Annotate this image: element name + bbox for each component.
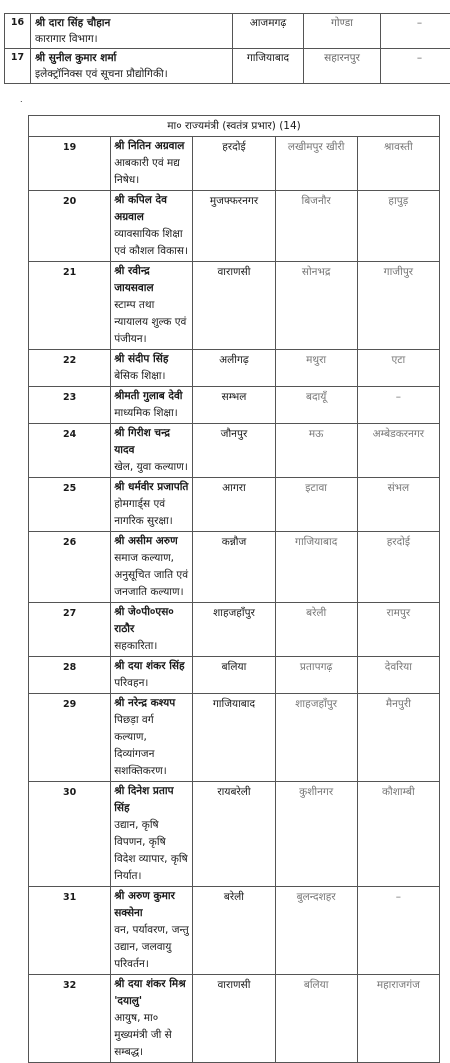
minister-name: श्री कपिल देव अग्रवाल	[114, 192, 189, 226]
assigned-district-2: देवरिया	[357, 657, 439, 694]
assigned-district-1: गाजियाबाद	[275, 532, 357, 603]
table-row	[5, 14, 450, 49]
assigned-district-1: सहारनपुर	[304, 49, 381, 84]
minister-cell	[111, 137, 193, 191]
assigned-district-2: कौशाम्बी	[357, 782, 439, 887]
assigned-district-1: बदायूँ	[275, 387, 357, 424]
minister-name: श्री नितिन अग्रवाल	[114, 138, 189, 155]
row-number: 29	[29, 694, 111, 782]
assigned-district-1: मऊ	[275, 424, 357, 478]
minister-cell	[111, 262, 193, 350]
minister-name: श्री असीम अरुण	[114, 533, 189, 550]
home-district: वाराणसी	[193, 262, 275, 350]
minister-name: श्री दारा सिंह चौहान	[35, 15, 228, 31]
row-number: 30	[29, 782, 111, 887]
assigned-district-1: गोण्डा	[304, 14, 381, 49]
state-ministers-table	[28, 115, 440, 1063]
row-number: 22	[29, 350, 111, 387]
minister-name: श्री जे०पी०एस० राठौर	[114, 604, 189, 638]
minister-department: होमगार्ड्स एवं नागरिक सुरक्षा।	[114, 496, 189, 530]
row-number: 32	[29, 975, 111, 1063]
main-table-body	[29, 116, 440, 1063]
minister-name: श्री नरेन्द्र कश्यप	[114, 695, 189, 712]
table-row	[29, 782, 440, 887]
assigned-district-2: अम्बेडकरनगर	[357, 424, 439, 478]
minister-name: श्री दिनेश प्रताप सिंह	[114, 783, 189, 817]
row-number: 16	[5, 14, 31, 49]
assigned-district-1: बिजनौर	[275, 191, 357, 262]
table-row	[29, 424, 440, 478]
minister-cell	[111, 975, 193, 1063]
minister-department: आयुष, मा० मुख्यमंत्री जी से सम्बद्ध।	[114, 1010, 189, 1061]
home-district: हरदोई	[193, 137, 275, 191]
assigned-district-2: –	[357, 387, 439, 424]
minister-cell	[111, 191, 193, 262]
row-number: 25	[29, 478, 111, 532]
assigned-district-1: प्रतापगढ़	[275, 657, 357, 694]
minister-name: श्री रवीन्द्र जायसवाल	[114, 263, 189, 297]
row-number: 20	[29, 191, 111, 262]
minister-department: पिछड़ा वर्ग कल्याण, दिव्यांगजन सशक्तिकरण।	[114, 712, 189, 780]
table-row	[29, 137, 440, 191]
assigned-district-2: महाराजगंज	[357, 975, 439, 1063]
row-number: 19	[29, 137, 111, 191]
assigned-district-1: शाहजहाँपुर	[275, 694, 357, 782]
minister-cell	[31, 14, 233, 49]
row-number: 21	[29, 262, 111, 350]
home-district: गाजियाबाद	[193, 694, 275, 782]
home-district: गाजियाबाद	[233, 49, 304, 84]
minister-name: श्री संदीप सिंह	[114, 351, 189, 368]
row-number: 23	[29, 387, 111, 424]
assigned-district-2: रामपुर	[357, 603, 439, 657]
minister-cell	[111, 387, 193, 424]
assigned-district-1: लखीमपुर खीरी	[275, 137, 357, 191]
assigned-district-2: हापुड़	[357, 191, 439, 262]
minister-department: इलेक्ट्रॉनिक्स एवं सूचना प्रौद्योगिकी।	[35, 66, 228, 82]
minister-cell	[111, 657, 193, 694]
assigned-district-2: –	[381, 14, 450, 49]
row-number: 17	[5, 49, 31, 84]
minister-name: श्री दया शंकर मिश्र 'दयालु'	[114, 976, 189, 1010]
home-district: मुजफ्फरनगर	[193, 191, 275, 262]
row-number: 27	[29, 603, 111, 657]
table-row	[29, 191, 440, 262]
table-row	[29, 694, 440, 782]
row-number: 24	[29, 424, 111, 478]
minister-department: माध्यमिक शिक्षा।	[114, 405, 189, 422]
minister-cell	[111, 603, 193, 657]
row-number: 28	[29, 657, 111, 694]
home-district: बलिया	[193, 657, 275, 694]
minister-name: श्री सुनील कुमार शर्मा	[35, 50, 228, 66]
table-row	[29, 887, 440, 975]
top-table-body	[5, 14, 450, 84]
row-number: 26	[29, 532, 111, 603]
table-row	[29, 532, 440, 603]
assigned-district-2: संभल	[357, 478, 439, 532]
home-district: आजमगढ़	[233, 14, 304, 49]
assigned-district-2: –	[357, 887, 439, 975]
table-row	[29, 262, 440, 350]
assigned-district-1: सोनभद्र	[275, 262, 357, 350]
minister-department: आबकारी एवं मद्य निषेध।	[114, 155, 189, 189]
assigned-district-1: बुलन्दशहर	[275, 887, 357, 975]
minister-name: श्रीमती गुलाब देवी	[114, 388, 189, 405]
row-number: 31	[29, 887, 111, 975]
minister-department: वन, पर्यावरण, जन्तु उद्यान, जलवायु परिवर्तन।	[114, 922, 189, 973]
assigned-district-2: गाजीपुर	[357, 262, 439, 350]
section-header: मा० राज्यमंत्री (स्वतंत्र प्रभार) (14)	[29, 116, 440, 137]
home-district: कन्नौज	[193, 532, 275, 603]
table-row	[29, 387, 440, 424]
home-district: रायबरेली	[193, 782, 275, 887]
home-district: जौनपुर	[193, 424, 275, 478]
home-district: शाहजहाँपुर	[193, 603, 275, 657]
top-minister-table	[4, 13, 450, 84]
minister-department: स्टाम्प तथा न्यायालय शुल्क एवं पंजीयन।	[114, 297, 189, 348]
assigned-district-2: हरदोई	[357, 532, 439, 603]
minister-cell	[111, 424, 193, 478]
assigned-district-1: कुशीनगर	[275, 782, 357, 887]
minister-cell	[31, 49, 233, 84]
minister-department: खेल, युवा कल्याण।	[114, 459, 189, 476]
home-district: वाराणसी	[193, 975, 275, 1063]
minister-cell	[111, 478, 193, 532]
minister-cell	[111, 887, 193, 975]
minister-department: सहकारिता।	[114, 638, 189, 655]
minister-name: श्री अरुण कुमार सक्सेना	[114, 888, 189, 922]
table-row	[29, 603, 440, 657]
section-header-row	[29, 116, 440, 137]
minister-department: परिवहन।	[114, 675, 189, 692]
assigned-district-1: इटावा	[275, 478, 357, 532]
minister-department: उद्यान, कृषि विपणन, कृषि विदेश व्यापार, कृषि निर्यात।	[114, 817, 189, 885]
assigned-district-1: बलिया	[275, 975, 357, 1063]
assigned-district-1: मथुरा	[275, 350, 357, 387]
minister-cell	[111, 782, 193, 887]
table-row	[29, 350, 440, 387]
separator-dot: .	[20, 96, 23, 104]
home-district: आगरा	[193, 478, 275, 532]
minister-name: श्री गिरीश चन्द्र यादव	[114, 425, 189, 459]
minister-department: व्यावसायिक शिक्षा एवं कौशल विकास।	[114, 226, 189, 260]
assigned-district-2: –	[381, 49, 450, 84]
home-district: बरेली	[193, 887, 275, 975]
minister-name: श्री धर्मवीर प्रजापति	[114, 479, 189, 496]
table-row	[29, 478, 440, 532]
home-district: अलीगढ़	[193, 350, 275, 387]
minister-department: कारागार विभाग।	[35, 31, 228, 47]
assigned-district-2: मैनपुरी	[357, 694, 439, 782]
minister-name: श्री दया शंकर सिंह	[114, 658, 189, 675]
assigned-district-1: बरेली	[275, 603, 357, 657]
assigned-district-2: श्रावस्ती	[357, 137, 439, 191]
table-row	[29, 975, 440, 1063]
minister-department: बेसिक शिक्षा।	[114, 368, 189, 385]
minister-cell	[111, 694, 193, 782]
home-district: सम्भल	[193, 387, 275, 424]
table-row	[5, 49, 450, 84]
minister-cell	[111, 532, 193, 603]
table-row	[29, 657, 440, 694]
assigned-district-2: एटा	[357, 350, 439, 387]
minister-department: समाज कल्याण, अनुसूचित जाति एवं जनजाति कल्याण।	[114, 550, 189, 601]
minister-cell	[111, 350, 193, 387]
